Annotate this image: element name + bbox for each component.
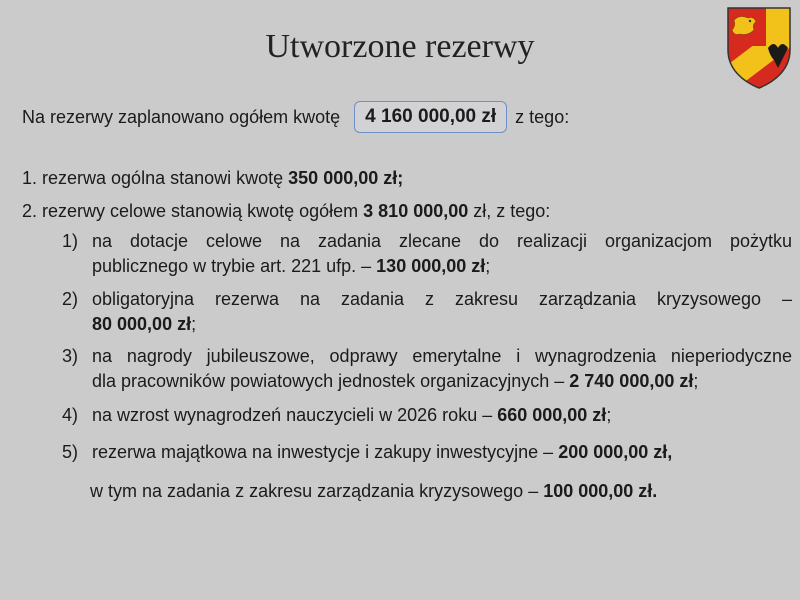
list-item-end: ; xyxy=(606,405,612,425)
list-item-text: na nagrody jubileuszowe, odprawy emerytalne i wynagrodzenia nieperiodyczne xyxy=(92,346,792,366)
list-item-text: na wzrost wynagrodzeń nauczycieli w 2026 roku – xyxy=(92,405,498,425)
list-item xyxy=(62,287,792,337)
intro-line xyxy=(22,98,569,136)
list-item xyxy=(62,229,792,279)
list-item-text: dla pracowników powiatowych jednostek organizacyjnych – xyxy=(92,371,570,391)
general-reserve-line xyxy=(22,168,403,189)
intro-suffix: z tego: xyxy=(515,106,570,127)
targeted-reserves-suffix: zł, z tego: xyxy=(468,201,551,221)
list-item-text: obligatoryjna rezerwa na zadania z zakresu zarządzania kryzysowego – xyxy=(92,289,792,309)
list-item-amount: 660 000,00 zł xyxy=(497,405,607,425)
list-item-amount: 2 740 000,00 zł xyxy=(569,371,694,391)
list-item-end: ; xyxy=(191,314,197,334)
list-item-end: ; xyxy=(693,371,699,391)
targeted-reserves-text: 2. rezerwy celowe stanowią kwotę ogółem xyxy=(22,201,364,221)
total-amount-box: 4 160 000,00 zł xyxy=(354,101,507,133)
coat-of-arms-icon xyxy=(726,6,792,90)
list-item xyxy=(62,440,792,465)
list-item-number: 2) xyxy=(62,289,79,309)
list-item xyxy=(62,344,792,394)
list-item-amount: 80 000,00 zł xyxy=(92,314,192,334)
list-item-number: 4) xyxy=(62,405,79,425)
list-item xyxy=(62,403,792,428)
list-item-number: 5) xyxy=(62,442,79,462)
list-item-number: 1) xyxy=(62,231,79,251)
subline-amount: 100 000,00 zł. xyxy=(543,481,658,501)
list-item-number: 3) xyxy=(62,346,79,366)
subline-text: w tym na zadania z zakresu zarządzania kryzysowego – xyxy=(90,481,544,501)
list-item-end: ; xyxy=(485,256,491,276)
list-item-amount: 130 000,00 zł xyxy=(376,256,486,276)
list-item-text: publicznego w trybie art. 221 ufp. – xyxy=(92,256,377,276)
list-item-text: na dotacje celowe na zadania zlecane do realizacji organizacjom pożytku xyxy=(92,231,792,251)
list-item-amount: 200 000,00 zł, xyxy=(558,442,673,462)
targeted-reserves-amount: 3 810 000,00 xyxy=(363,201,469,221)
list-item-text: rezerwa majątkowa na inwestycje i zakupy inwestycyjne – xyxy=(92,442,559,462)
general-reserve-amount: 350 000,00 zł; xyxy=(288,168,404,188)
crisis-management-subline xyxy=(90,481,657,502)
general-reserve-text: 1. rezerwa ogólna stanowi kwotę xyxy=(22,168,289,188)
page-title: Utworzone rezerwy xyxy=(265,28,535,65)
targeted-reserves-line xyxy=(22,201,550,222)
intro-text: Na rezerwy zaplanowano ogółem kwotę xyxy=(22,106,341,127)
